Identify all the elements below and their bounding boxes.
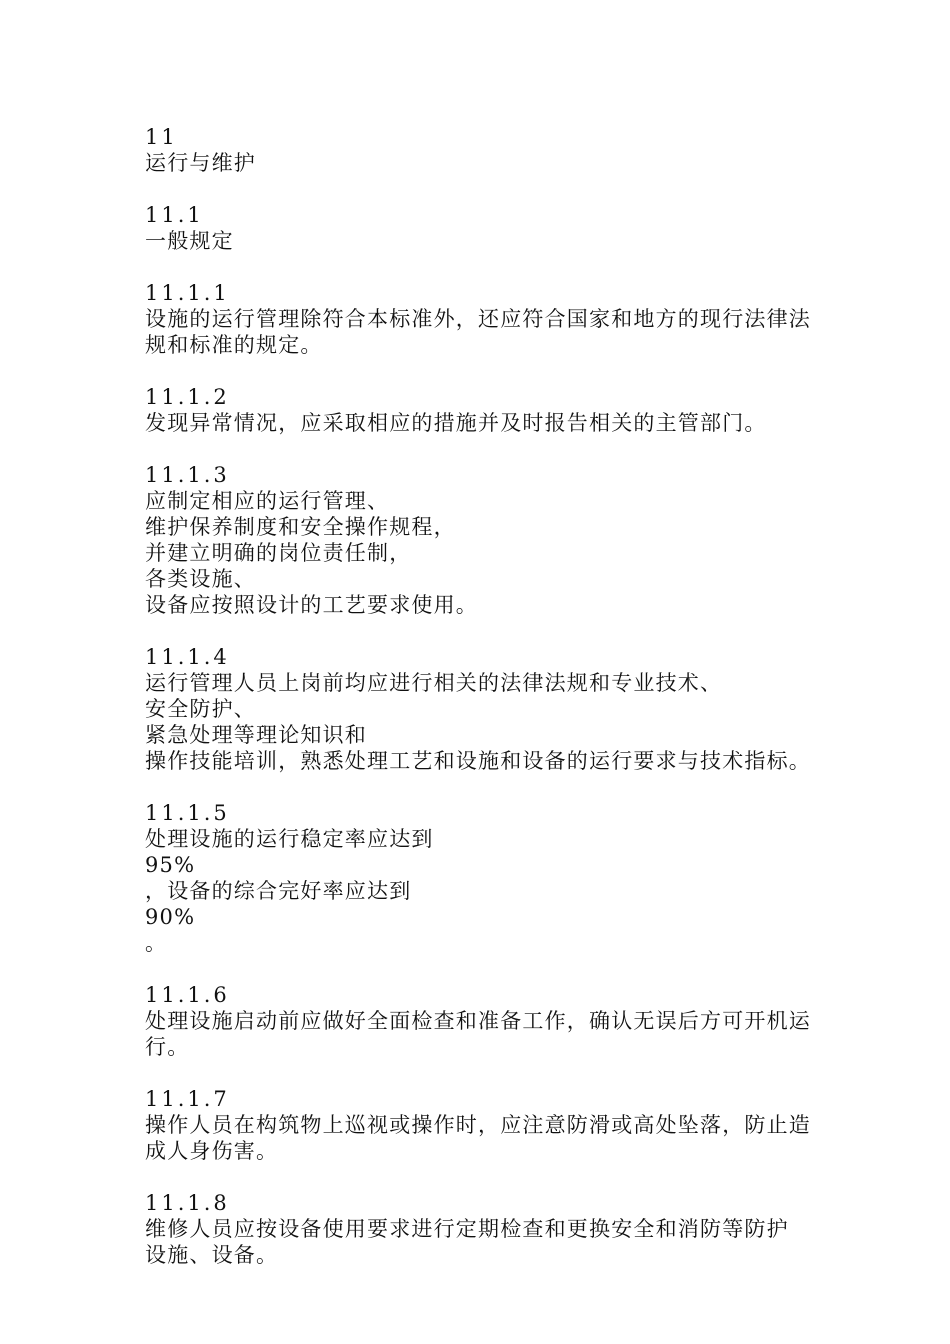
clause-text-line: 规和标准的规定。: [145, 333, 323, 357]
clause-number: 11.1.7: [145, 1087, 230, 1111]
clause-11-1-7: [145, 1086, 815, 1164]
clause-text-line: 操作人员在构筑物上巡视或操作时，应注意防滑或高处坠落，防止造: [145, 1113, 811, 1137]
clause-number: 11.1.5: [145, 801, 230, 825]
clause-text-line: 成人身伤害。: [145, 1139, 279, 1163]
clause-text-line: 设施的运行管理除符合本标准外，还应符合国家和地方的现行法律法: [145, 307, 811, 331]
clause-text-line: 设施、设备。: [145, 1243, 279, 1267]
clause-11-1-3: [145, 462, 815, 618]
percentage-value: 90%: [145, 905, 196, 929]
clause-number: 11.1.4: [145, 645, 230, 669]
clause-number: 11.1.1: [145, 281, 230, 305]
clause-text-line: 维修人员应按设备使用要求进行定期检查和更换安全和消防等防护: [145, 1217, 789, 1241]
section-11-1: [145, 202, 815, 254]
section-title: 一般规定: [145, 229, 234, 253]
chapter-11: [145, 124, 815, 176]
clause-text-line: 处理设施的运行稳定率应达到: [145, 827, 434, 851]
clause-text-line: ，设备的综合完好率应达到: [145, 879, 412, 903]
clause-11-1-6: [145, 982, 815, 1060]
clause-text-line: 行。: [145, 1035, 190, 1059]
clause-text-line: 安全防护、: [145, 697, 256, 721]
clause-text-line: 运行管理人员上岗前均应进行相关的法律法规和专业技术、: [145, 671, 723, 695]
clause-text-line: 设备应按照设计的工艺要求使用。: [145, 593, 478, 617]
section-number: 11.1: [145, 203, 204, 227]
document-page: [145, 124, 815, 1294]
clause-text-line: 并建立明确的岗位责任制，: [145, 541, 412, 565]
percentage-value: 95%: [145, 853, 196, 877]
clause-number: 11.1.8: [145, 1191, 230, 1215]
clause-text-line: 操作技能培训，熟悉处理工艺和设施和设备的运行要求与技术指标。: [145, 749, 811, 773]
clause-text-line: 发现异常情况，应采取相应的措施并及时报告相关的主管部门。: [145, 411, 767, 435]
clause-number: 11.1.2: [145, 385, 230, 409]
clause-number: 11.1.3: [145, 463, 230, 487]
clause-11-1-2: [145, 384, 815, 436]
clause-text-line: 紧急处理等理论知识和: [145, 723, 367, 747]
clause-text-line: 应制定相应的运行管理、: [145, 489, 390, 513]
clause-11-1-8: [145, 1190, 815, 1268]
clause-text-line: 。: [145, 931, 168, 955]
chapter-title: 运行与维护: [145, 151, 256, 175]
clause-11-1-5: [145, 800, 815, 956]
clause-11-1-4: [145, 644, 815, 774]
clause-text-line: 各类设施、: [145, 567, 256, 591]
clause-text-line: 处理设施启动前应做好全面检查和准备工作，确认无误后方可开机运: [145, 1009, 811, 1033]
clause-number: 11.1.6: [145, 983, 230, 1007]
chapter-number: 11: [145, 125, 178, 149]
clause-11-1-1: [145, 280, 815, 358]
clause-text-line: 维护保养制度和安全操作规程，: [145, 515, 456, 539]
